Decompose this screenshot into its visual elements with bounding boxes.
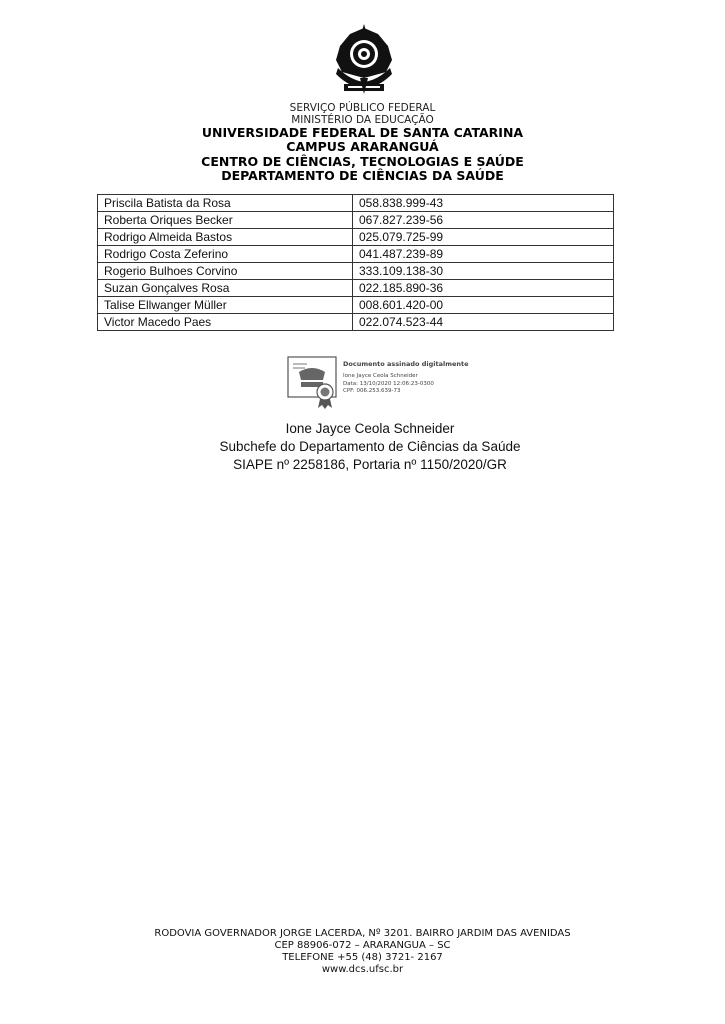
person-cpf: 067.827.239-56 — [353, 212, 614, 229]
signature-cpf: CPF: 006.253.639-73 — [343, 388, 401, 394]
header-center: CENTRO DE CIÊNCIAS, TECNOLOGIAS E SAÚDE — [201, 154, 524, 169]
header-university: UNIVERSIDADE FEDERAL DE SANTA CATARINA — [201, 125, 524, 140]
person-name: Talise Ellwanger Müller — [98, 297, 353, 314]
footer-website: www.dcs.ufsc.br — [321, 964, 404, 975]
coat-of-arms-emblem — [330, 22, 398, 96]
person-name: Priscila Batista da Rosa — [98, 195, 353, 212]
person-name: Rodrigo Costa Zeferino — [98, 246, 353, 263]
table-row — [98, 314, 614, 331]
table-row — [98, 246, 614, 263]
header-department: DEPARTAMENTO DE CIÊNCIAS DA SAÚDE — [221, 168, 504, 183]
table-row — [98, 195, 614, 212]
person-cpf: 333.109.138-30 — [353, 263, 614, 280]
signer-name: Ione Jayce Ceola Schneider — [285, 421, 455, 436]
table-row — [98, 280, 614, 297]
footer-address: RODOVIA GOVERNADOR JORGE LACERDA, Nº 3201. BAIRRO JARDIM DAS AVENIDAS — [154, 928, 571, 939]
person-name: Rodrigo Almeida Bastos — [98, 229, 353, 246]
signature-date: Data: 13/10/2020 12:06:23-0300 — [343, 380, 434, 387]
person-cpf: 025.079.725-99 — [353, 229, 614, 246]
signer-role: Subchefe do Departamento de Ciências da Saúde — [219, 439, 521, 454]
person-name: Victor Macedo Paes — [98, 314, 353, 331]
people-table — [97, 194, 614, 331]
header-line-ministry: MINISTÉRIO DA EDUCAÇÃO — [291, 114, 434, 126]
digital-signature-stamp — [287, 356, 467, 412]
person-cpf: 058.838.999-43 — [353, 195, 614, 212]
footer-cep: CEP 88906-072 – ARARANGUA – SC — [274, 940, 451, 951]
footer-phone: TELEFONE +55 (48) 3721- 2167 — [282, 952, 443, 963]
signer-siape: SIAPE nº 2258186, Portaria nº 1150/2020/GR — [233, 457, 507, 472]
person-name: Suzan Gonçalves Rosa — [98, 280, 353, 297]
table-row — [98, 212, 614, 229]
person-cpf: 041.487.239-89 — [353, 246, 614, 263]
person-cpf: 008.601.420-00 — [353, 297, 614, 314]
table-row — [98, 229, 614, 246]
signature-title: Documento assinado digitalmente — [343, 360, 469, 368]
person-cpf: 022.074.523-44 — [353, 314, 614, 331]
header-line-public-service: SERVIÇO PÚBLICO FEDERAL — [289, 102, 436, 114]
person-name: Rogerio Bulhoes Corvino — [98, 263, 353, 280]
header-campus: CAMPUS ARARANGUÁ — [286, 139, 439, 154]
signature-signer: Ione Jayce Ceola Schneider — [343, 373, 418, 379]
person-cpf: 022.185.890-36 — [353, 280, 614, 297]
certificate-icon — [287, 356, 339, 410]
table-row — [98, 297, 614, 314]
person-name: Roberta Oriques Becker — [98, 212, 353, 229]
table-row — [98, 263, 614, 280]
